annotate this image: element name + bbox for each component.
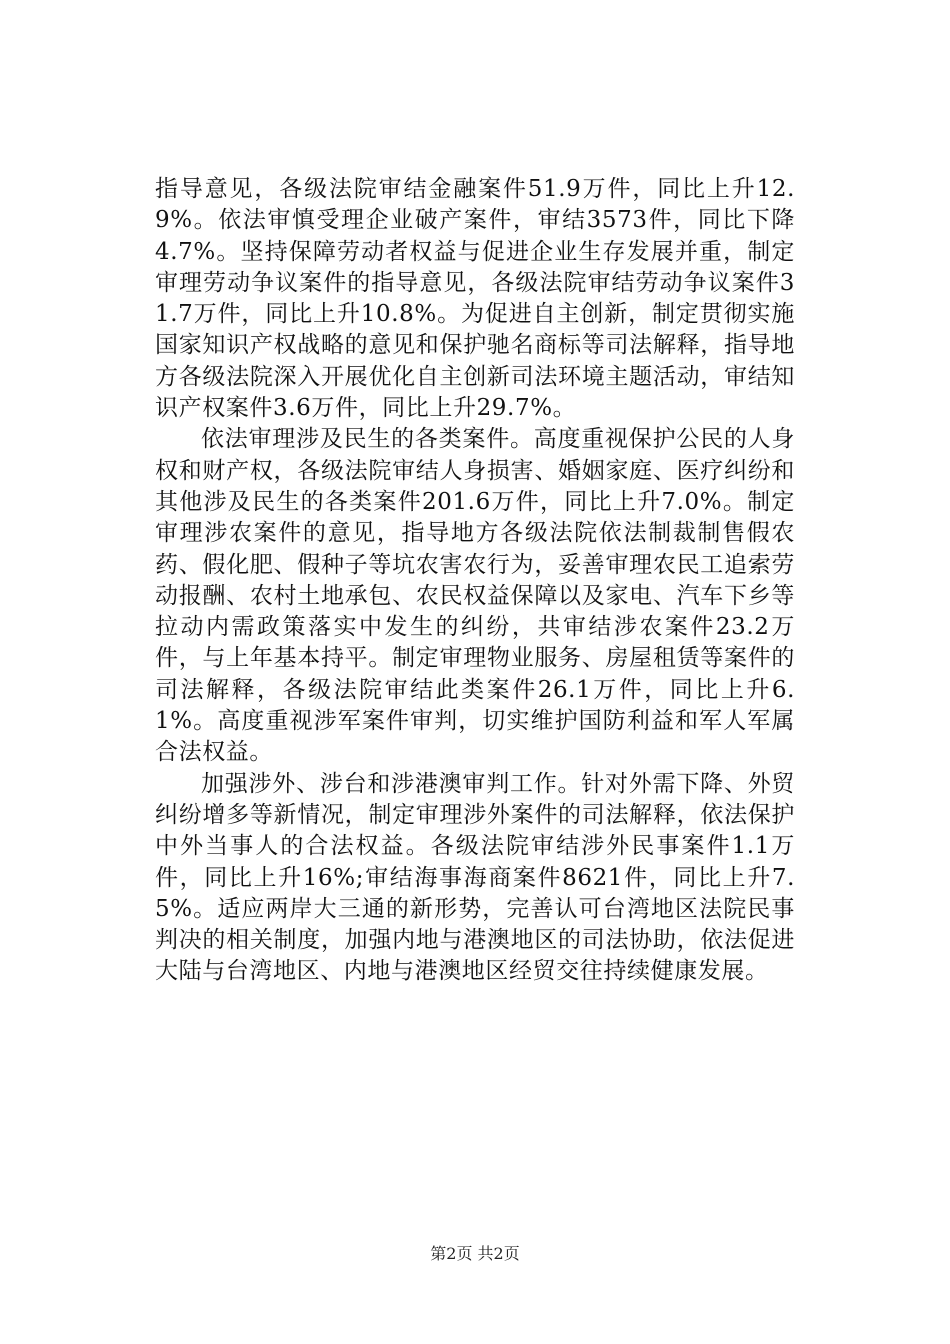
paragraph-foreign-related-cases: 加强涉外、涉台和涉港澳审判工作。针对外需下降、外贸纠纷增多等新情况，制定审理涉外案件的司法解释，依法保护中外当事人的合法权益。各级法院审结涉外民事案件1.1万件，同比上升16%;审结海事海商案件8621件，同比上升7.5%。适应两岸大三通的新形势，完善认可台湾地区法院民事判决的相关制度，加强内地与港澳地区的司法协助，依法促进大陆与台湾地区、内地与港澳地区经贸交往持续健康发展。 [155, 770, 795, 985]
paragraph-financial-cases: 指导意见，各级法院审结金融案件51.9万件，同比上升12.9%。依法审慎受理企业破产案件，审结3573件，同比下降4.7%。坚持保障劳动者权益与促进企业生存发展并重，制定审理劳动争议案件的指导意见，各级法院审结劳动争议案件31.7万件，同比上升10.8%。为促进自主创新，制定贯彻实施国家知识产权战略的意见和保护驰名商标等司法解释，指导地方各级法院深入开展优化自主创新司法环境主题活动，审结知识产权案件3.6万件，同比上升29.7%。 [155, 176, 795, 422]
page-footer [0, 1241, 950, 1264]
paragraph-livelihood-cases: 依法审理涉及民生的各类案件。高度重视保护公民的人身权和财产权，各级法院审结人身损害、婚姻家庭、医疗纠纷和其他涉及民生的各类案件201.6万件，同比上升7.0%。制定审理涉农案件的意见，指导地方各级法院依法制裁制售假农药、假化肥、假种子等坑农害农行为，妥善审理农民工追索劳动报酬、农村土地承包、农民权益保障以及家电、汽车下乡等拉动内需政策落实中发生的纠纷，共审结涉农案件23.2万件，与上年基本持平。制定审理物业服务、房屋租赁等案件的司法解释，各级法院审结此类案件26.1万件，同比上升6.1%。高度重视涉军案件审判，切实维护国防利益和军人军属合法权益。 [155, 426, 795, 766]
document-body [155, 174, 795, 988]
page-number-label: 第2页 共2页 [430, 1244, 520, 1263]
